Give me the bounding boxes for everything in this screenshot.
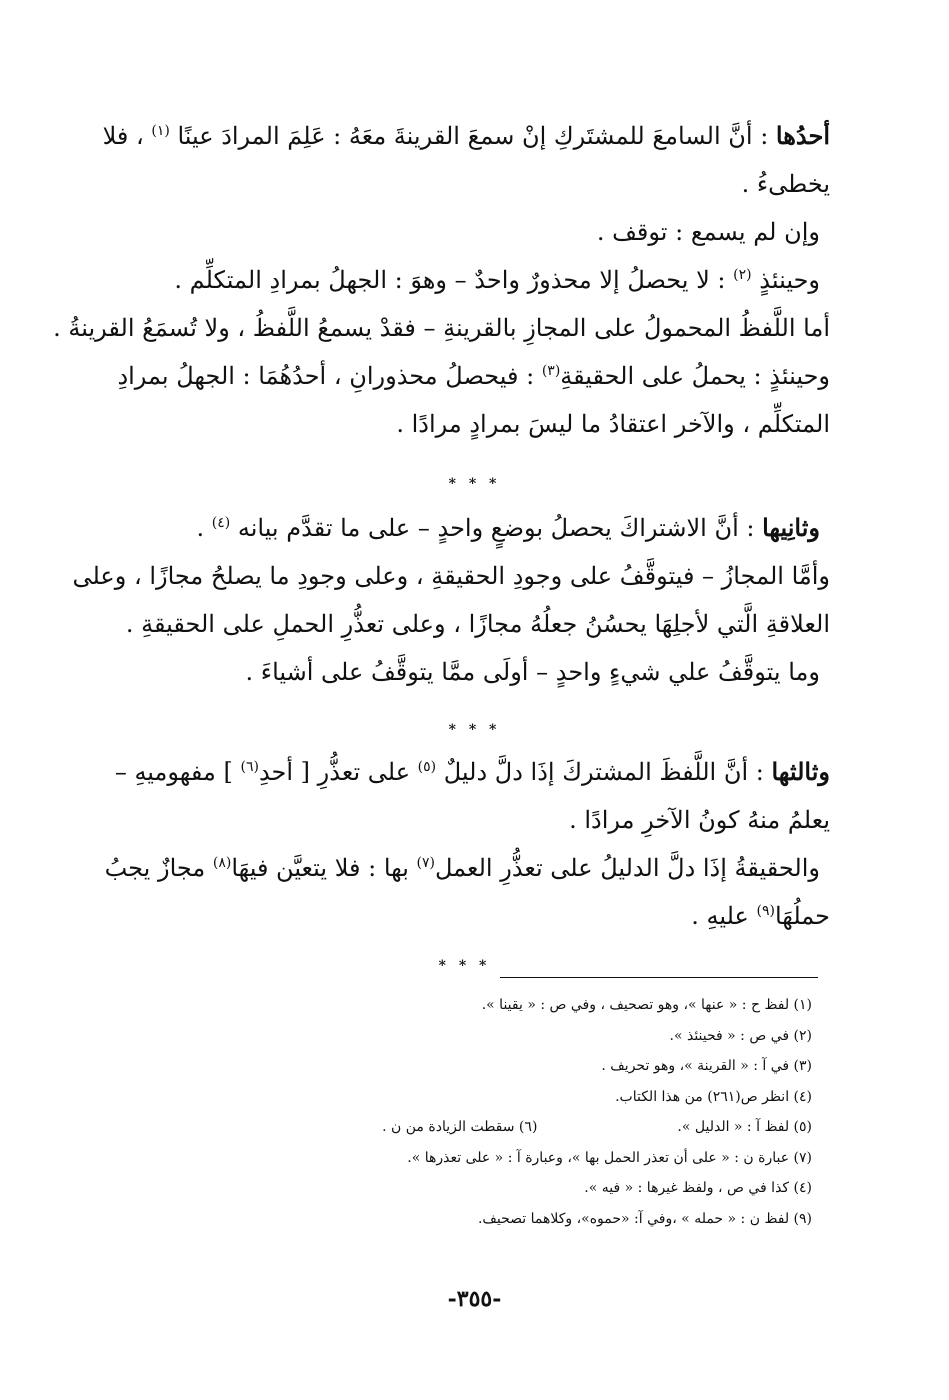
footnote-ref: (٩) xyxy=(756,903,775,919)
line-text: : فيحصلُ محذورانِ ، أحدُهُمَا : الجهلُ بمرادِ xyxy=(117,362,542,390)
text-line xyxy=(115,796,830,844)
line-text: : أنَّ الاشتراكَ يحصلُ بوضعٍ واحدٍ – على ما تقدَّم بيانه xyxy=(230,514,763,542)
footnote-item: (١) لفظ ح : « عنها »، وهو تصحيف ، وفي ص : « يقينا ». xyxy=(481,997,812,1013)
section-separator: * * * xyxy=(448,722,501,738)
line-text: يعلمُ منهُ كونُ الآخرِ مرادًا . xyxy=(569,806,830,834)
section-separator: * * * xyxy=(438,958,491,974)
line-text: ، فلا xyxy=(102,122,152,150)
line-text: . xyxy=(196,514,212,542)
line-text: وأمَّا المجازُ – فيتوقَّفُ على وجودِ الحقيقةِ ، وعلى وجودِ ما يصلحُ مجازًا ، وعلى xyxy=(72,562,830,590)
text-line xyxy=(115,892,830,940)
line-text: عليهِ . xyxy=(691,902,757,930)
footnote-ref: (٢) xyxy=(733,267,752,283)
footnote-row xyxy=(200,1112,812,1143)
line-text: وإن لم يسمع : توقف . xyxy=(596,218,820,246)
text-line xyxy=(115,256,830,304)
footnote-ref: (٦) xyxy=(240,759,259,775)
line-text: بها : فلا يتعيَّن فيهَا xyxy=(231,854,417,882)
text-line xyxy=(115,352,830,400)
text-line xyxy=(115,400,830,448)
footnote-item: (٣) في آ : « القرينة »، وهو تحريف . xyxy=(601,1058,812,1074)
footnote-ref: (٥) xyxy=(417,759,437,775)
page-number: -٣٥٥- xyxy=(447,1286,502,1312)
text-line xyxy=(72,552,830,600)
line-text: وحينئذٍ xyxy=(751,266,820,294)
section-first xyxy=(53,112,830,448)
line-text: : أنَّ اللَّفظَ المشتركَ إذَا دلَّ دليلٌ xyxy=(436,758,772,786)
footnote-item: (٤) انظر ص(٢٦١) من هذا الكتاب. xyxy=(615,1088,812,1105)
text-line xyxy=(115,160,830,208)
footnote-item: (٩) لفظ ن : « حمله » ،وفي آ: «حموه»، وكلاهما تصحيف. xyxy=(477,1210,812,1227)
footnote-item: (٦) سقطت الزيادة من ن . xyxy=(382,1119,538,1135)
footnote-ref: (٤) xyxy=(211,515,231,531)
section-lead: أحدُها xyxy=(775,121,830,150)
section-lead: وثالثها xyxy=(771,757,830,786)
text-line xyxy=(115,748,830,796)
footnote-divider xyxy=(500,977,818,978)
text-line xyxy=(115,208,830,256)
text-line xyxy=(115,600,830,648)
footnote-item: (٥) لفظ آ : « الدليل ». xyxy=(677,1119,812,1135)
line-text: : أنَّ السامعَ للمشتَركِ إنْ سمعَ القرينةَ معَهُ : عَلِمَ المرادَ عينًا xyxy=(169,122,776,150)
line-text: ] مفهوميهِ – xyxy=(114,758,241,786)
line-text: مجازٌ يجبُ xyxy=(104,854,213,882)
footnote-ref: (٨) xyxy=(212,855,232,871)
line-text: : لا يحصلُ إلا محذورٌ واحدٌ – وهوَ : الجهلُ بمرادِ المتكلِّم . xyxy=(174,266,734,294)
section-third xyxy=(104,748,830,940)
footnotes xyxy=(200,990,812,1234)
line-text: يخطىءُ . xyxy=(741,170,830,198)
text-line xyxy=(115,648,830,696)
line-text: حملُهَا xyxy=(774,902,830,930)
line-text: وما يتوقَّفُ علي شيءٍ واحدٍ – أولَى ممَّا يتوقَّفُ على أشياءَ . xyxy=(245,658,820,686)
footnote-item: (٢) في ص : « فحينئذ ». xyxy=(669,1027,812,1044)
text-line xyxy=(115,504,830,552)
section-second xyxy=(72,504,830,696)
footnote-ref: (٣) xyxy=(541,363,561,379)
footnote-ref: (١) xyxy=(151,123,170,139)
footnote-ref: (٧) xyxy=(416,855,435,871)
line-text: أما اللَّفظُ المحمولُ على المجازِ بالقرينةِ – فقدْ يسمعُ اللَّفظُ ، ولا تُسمَعُ القرينةُ . xyxy=(53,314,830,342)
footnote-item: (٤) كذا في ص ، ولفظ غيرها : « فيه ». xyxy=(584,1180,812,1196)
line-text: المتكلِّم ، والآخر اعتقادُ ما ليسَ بمرادٍ مرادًا . xyxy=(396,410,830,438)
line-text: وحينئذٍ : يحملُ على الحقيقةِ xyxy=(560,362,830,390)
line-text: والحقيقةُ إذَا دلَّ الدليلُ على تعذُّرِ العمل xyxy=(434,854,820,882)
line-text: العلاقةِ الَّتي لأجلِهَا يحسُنُ جعلُهُ مجازًا ، وعلى تعذُّرِ الحملِ على الحقيقةِ . xyxy=(125,610,830,638)
line-text: على تعذُّرِ [ أحدِ xyxy=(258,758,418,786)
section-separator: * * * xyxy=(448,476,501,492)
section-lead: وثانِيها xyxy=(762,513,820,542)
footnote-item: (٧) عبارة ن : « على أن تعذر الحمل بها »، وعبارة آ : « على تعذرها ». xyxy=(407,1149,812,1166)
text-line xyxy=(102,112,830,160)
text-line xyxy=(53,304,830,352)
text-line xyxy=(104,844,830,892)
